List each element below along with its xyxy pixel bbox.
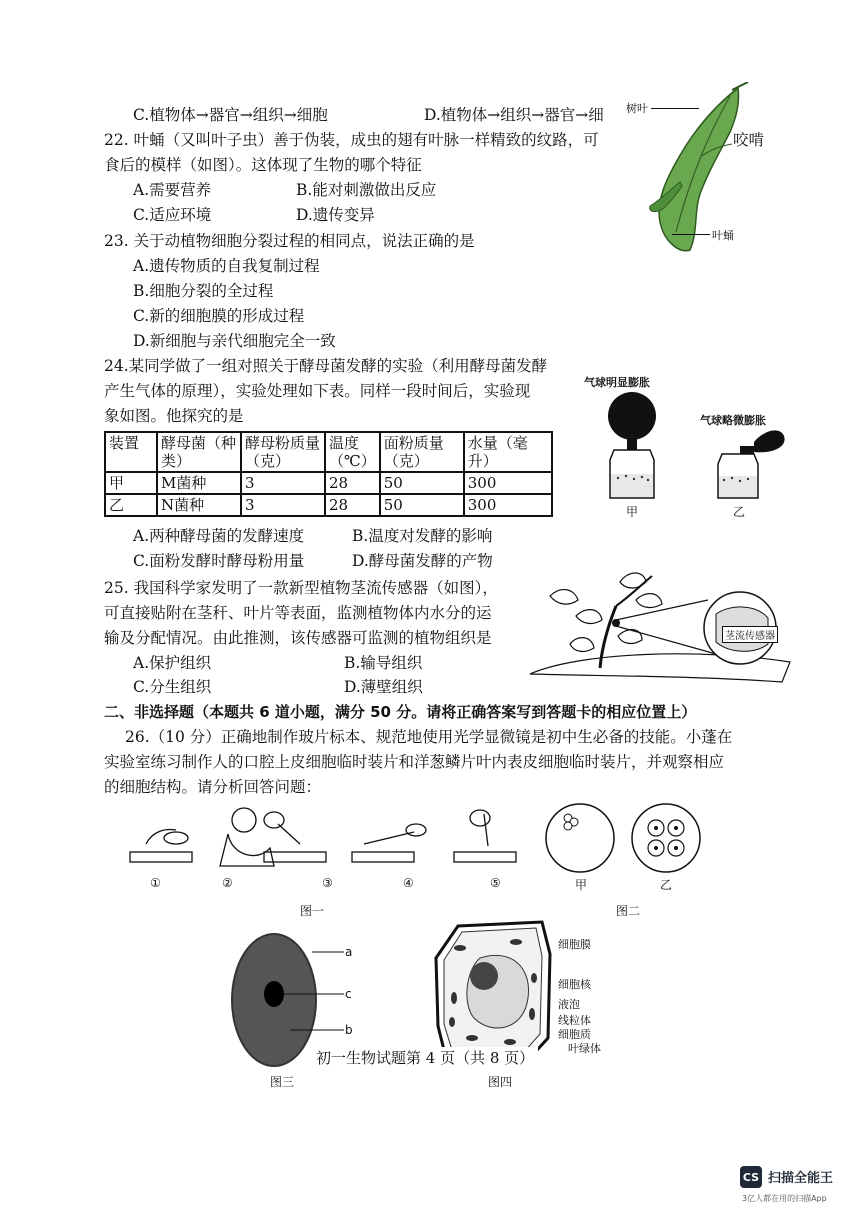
- table-header-cell: 水量（毫升）: [464, 432, 552, 472]
- table-cell: M菌种: [157, 472, 241, 494]
- fig4-caption: 图四: [488, 1075, 513, 1089]
- fig4-label-membrane: 细胞膜: [558, 938, 591, 951]
- table-row: [105, 472, 552, 494]
- table-cell: 3: [241, 494, 325, 516]
- fig4-label-mitochondria: 线粒体: [558, 1014, 591, 1027]
- q25-stem-3: 输及分配情况。由此推测，该传感器可监测的植物组织是: [104, 629, 492, 647]
- q21-option-c: C.植物体→器官→组织→细胞: [133, 106, 328, 124]
- q22-option-c: C.适应环境: [133, 206, 212, 224]
- q25-option-b: B.输导组织: [344, 654, 423, 672]
- q25-stem-2: 可直接贴附在茎秆、叶片等表面，监测植物体内水分的运: [104, 604, 492, 622]
- q22-option-a: A.需要营养: [133, 181, 212, 199]
- q24-stem-1: 24.某同学做了一组对照关于酵母菌发酵的实验（利用酵母菌发酵: [104, 357, 548, 375]
- fig2-yi-label: 乙: [660, 878, 673, 892]
- fig2-jia-label: 甲: [575, 878, 588, 892]
- sensor-label: 茎流传感器: [722, 626, 778, 643]
- q25-stem-1: 25. 我国科学家发明了一款新型植物茎流传感器（如图），: [104, 579, 498, 597]
- q23-option-b: B.细胞分裂的全过程: [133, 282, 274, 300]
- q25-option-c: C.分生组织: [133, 678, 212, 696]
- step-5-label: ⑤: [490, 876, 501, 890]
- q26-stem-3: 的细胞结构。请分析回答问题：: [104, 778, 322, 796]
- procedure-steps-figure: [124, 804, 544, 872]
- scanner-app-name: 扫描全能王: [768, 1171, 834, 1186]
- table-header-cell: 酵母菌（种类）: [157, 432, 241, 472]
- table-header-cell: 装置: [105, 432, 157, 472]
- q21-option-d: D.植物体→组织→器官→细: [424, 106, 604, 124]
- step-2-label: ②: [222, 876, 233, 890]
- stem-sensor-figure: [520, 556, 800, 686]
- scanner-logo: CS: [740, 1166, 762, 1188]
- bottle-yi-label: 乙: [733, 505, 746, 519]
- table-header-cell: 面粉质量（克）: [380, 432, 464, 472]
- q23-option-c: C.新的细胞膜的形成过程: [133, 307, 305, 325]
- fig4-label-cytoplasm: 细胞质: [558, 1028, 591, 1041]
- fig4-label-chloroplast: 叶绿体: [568, 1042, 601, 1055]
- fig4-label-vacuole: 液泡: [558, 998, 580, 1011]
- q24-stem-2: 产生气体的原理），实验处理如下表。同样一段时间后，实验现: [104, 382, 531, 400]
- q23-option-a: A.遗传物质的自我复制过程: [133, 257, 320, 275]
- fig4-label-nucleus: 细胞核: [558, 978, 591, 991]
- table-cell: 50: [380, 472, 464, 494]
- table-cell: 28: [325, 472, 380, 494]
- q24-option-a: A.两种酵母菌的发酵速度: [133, 527, 305, 545]
- fig3-label-a: a: [345, 945, 353, 959]
- step-1-label: ①: [150, 876, 161, 890]
- microscope-views-figure: [544, 800, 704, 876]
- balloon-bottles-figure: [594, 390, 794, 510]
- q24-stem-3: 象如图。他探究的是: [104, 407, 244, 425]
- leaf-label-bottom: 叶蛹: [712, 229, 734, 242]
- q23-stem: 23. 关于动植物细胞分裂过程的相同点，说法正确的是: [104, 232, 475, 250]
- table-cell: 3: [241, 472, 325, 494]
- bottle-jia-label: 甲: [626, 505, 639, 519]
- fig3-label-c: c: [345, 987, 352, 1001]
- leaf-pointer-line: [651, 108, 699, 109]
- q22-option-b: B.能对刺激做出反应: [296, 181, 437, 199]
- leaf-label-top: 树叶: [626, 102, 648, 115]
- fig3-label-b: b: [345, 1023, 353, 1037]
- table-cell: 甲: [105, 472, 157, 494]
- balloon-big-label: 气球明显膨胀: [584, 376, 650, 389]
- q24-option-b: B.温度对发酵的影响: [352, 527, 493, 545]
- table-cell: 300: [464, 494, 552, 516]
- fig2-caption: 图二: [616, 904, 641, 918]
- q22-stem-1: 22. 叶蛹（又叫叶子虫）善于伪装，成虫的翅有叶脉一样精致的纹路，可: [104, 131, 599, 149]
- table-header-row: [105, 432, 552, 472]
- q22-stem-2: 食后的模样（如图）。这体现了生物的哪个特征: [104, 156, 422, 174]
- q24-option-d: D.酵母菌发酵的产物: [352, 552, 493, 570]
- table-cell: 50: [380, 494, 464, 516]
- table-row: [105, 494, 552, 516]
- q25-option-a: A.保护组织: [133, 654, 212, 672]
- q23-option-d: D.新细胞与亲代细胞完全一致: [133, 332, 336, 350]
- q22-option-d: D.遗传变异: [296, 206, 375, 224]
- plant-cell-figure: [432, 918, 562, 1068]
- insect-pointer-line: [672, 234, 710, 235]
- q25-option-d: D.薄壁组织: [344, 678, 423, 696]
- q26-stem-2: 实验室练习制作人的口腔上皮细胞临时装片和洋葱鳞片叶内表皮细胞临时装片，并观察相应: [104, 753, 725, 771]
- table-cell: 乙: [105, 494, 157, 516]
- balloon-small-label: 气球略微膨胀: [700, 414, 766, 427]
- table-header-cell: 酵母粉质量（克）: [241, 432, 325, 472]
- section-two-heading: 二、非选择题（本题共 6 道小题，满分 50 分。请将正确答案写到答题卡的相应位置上）: [104, 703, 697, 721]
- fig3-caption: 图三: [270, 1075, 295, 1089]
- q26-stem-1: 26.（10 分）正确地制作玻片标本、规范地使用光学显微镜是初中生必备的技能。小蓬在: [125, 728, 733, 746]
- table-cell: N菌种: [157, 494, 241, 516]
- scanner-slogan: 3亿人都在用的扫描App: [742, 1194, 827, 1203]
- q24-option-c: C.面粉发酵时酵母粉用量: [133, 552, 305, 570]
- q22-stem-tail: 咬啃: [733, 131, 765, 149]
- experiment-table: [104, 431, 553, 517]
- page-footer: 初一生物试题第 4 页（共 8 页）: [312, 1047, 538, 1068]
- table-header-cell: 温度（℃）: [325, 432, 380, 472]
- fig1-caption: 图一: [300, 904, 325, 918]
- step-4-label: ④: [403, 876, 414, 890]
- table-cell: 300: [464, 472, 552, 494]
- table-cell: 28: [325, 494, 380, 516]
- step-3-label: ③: [322, 876, 333, 890]
